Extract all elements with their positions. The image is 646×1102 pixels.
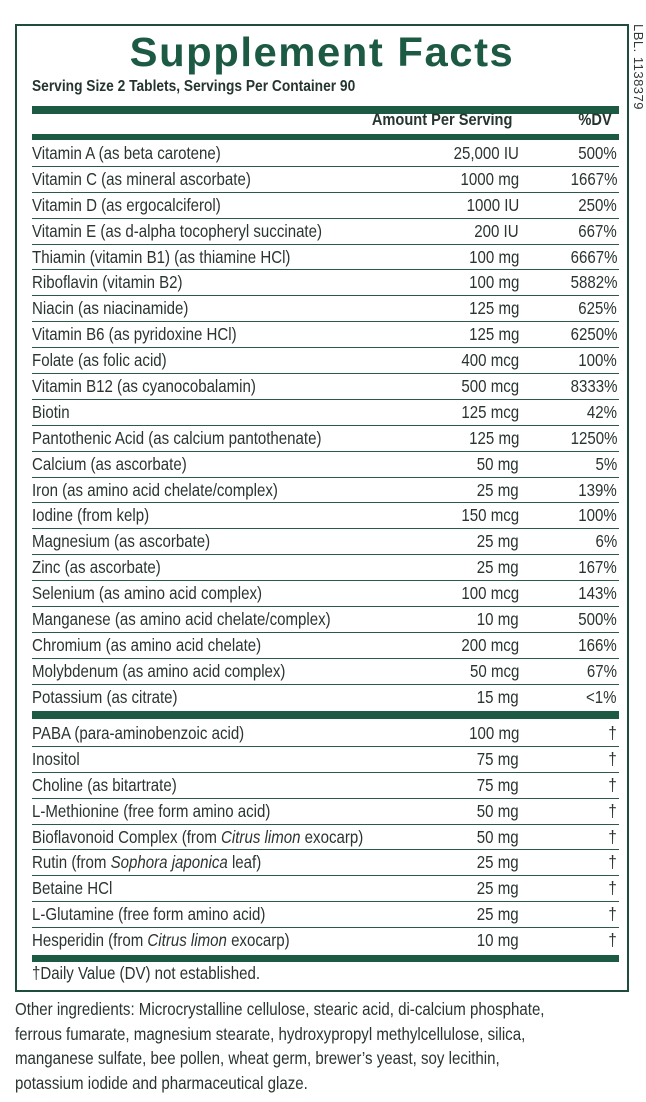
table-row bbox=[32, 348, 619, 374]
nutrient-dv: † bbox=[608, 826, 617, 847]
nutrient-dv: <1% bbox=[586, 686, 617, 707]
nutrient-name: Zinc (as ascorbate) bbox=[32, 557, 161, 578]
nutrient-dv: † bbox=[608, 904, 617, 925]
table-row bbox=[32, 400, 619, 426]
nutrient-name: L-Methionine (free form amino acid) bbox=[32, 800, 271, 821]
table-row bbox=[32, 478, 619, 504]
nutrient-amount: 10 mg bbox=[477, 609, 519, 630]
nutrient-name: Riboflavin (vitamin B2) bbox=[32, 272, 183, 293]
nutrient-name-part: exocarp) bbox=[300, 826, 364, 847]
botanical-name: Citrus limon bbox=[147, 930, 227, 951]
nutrient-amount: 25,000 IU bbox=[453, 143, 519, 163]
nutrient-name: Iron (as amino acid chelate/complex) bbox=[32, 479, 278, 500]
table-row bbox=[32, 426, 619, 452]
nutrient-name: Folate (as folic acid) bbox=[32, 350, 167, 371]
nutrient-name: Chromium (as amino acid chelate) bbox=[32, 634, 262, 655]
nutrient-name: Vitamin A (as beta carotene) bbox=[32, 143, 221, 163]
nutrient-name: Niacin (as niacinamide) bbox=[32, 298, 189, 319]
table-row bbox=[32, 633, 619, 659]
nutrient-name: Vitamin B12 (as cyanocobalamin) bbox=[32, 376, 256, 397]
table-row bbox=[32, 503, 619, 529]
thick-divider bbox=[32, 711, 619, 719]
amount-header: Amount Per Serving bbox=[371, 110, 512, 129]
table-row bbox=[32, 685, 619, 711]
other-nutrient-table bbox=[32, 721, 619, 954]
nutrient-table bbox=[32, 141, 619, 711]
table-row bbox=[32, 799, 619, 825]
nutrient-amount: 50 mcg bbox=[469, 660, 519, 681]
dv-footnote: †Daily Value (DV) not established. bbox=[32, 963, 261, 983]
nutrient-name: Vitamin B6 (as pyridoxine HCl) bbox=[32, 324, 237, 345]
nutrient-name bbox=[32, 930, 290, 951]
table-row bbox=[32, 167, 619, 193]
nutrient-name: Vitamin E (as d-alpha tocopheryl succinate) bbox=[32, 220, 323, 241]
nutrient-name bbox=[32, 852, 261, 873]
nutrient-name: Betaine HCl bbox=[32, 878, 113, 899]
table-row bbox=[32, 928, 619, 954]
nutrient-amount: 50 mg bbox=[477, 453, 519, 474]
nutrient-amount: 50 mg bbox=[477, 826, 519, 847]
panel-title: Supplement Facts bbox=[129, 29, 515, 75]
nutrient-name: Inositol bbox=[32, 748, 80, 769]
nutrient-amount: 25 mg bbox=[477, 852, 519, 873]
nutrient-dv: 5882% bbox=[570, 272, 617, 293]
nutrient-amount: 75 mg bbox=[477, 748, 519, 769]
nutrient-dv: 500% bbox=[578, 143, 617, 163]
nutrient-dv: 8333% bbox=[570, 376, 617, 397]
nutrient-amount: 200 IU bbox=[474, 220, 519, 241]
nutrient-name-part: leaf) bbox=[227, 852, 262, 873]
nutrient-name: Selenium (as amino acid complex) bbox=[32, 583, 263, 604]
nutrient-amount: 100 mg bbox=[468, 272, 519, 293]
nutrient-amount: 125 mg bbox=[468, 298, 519, 319]
nutrient-dv: 166% bbox=[578, 634, 617, 655]
table-row bbox=[32, 529, 619, 555]
nutrient-dv: 1667% bbox=[570, 168, 617, 189]
nutrient-dv: 667% bbox=[578, 220, 617, 241]
nutrient-dv: 250% bbox=[578, 194, 617, 215]
nutrient-amount: 25 mg bbox=[477, 479, 519, 500]
nutrient-amount: 50 mg bbox=[477, 800, 519, 821]
nutrient-amount: 25 mg bbox=[477, 904, 519, 925]
nutrient-name-part: Rutin (from bbox=[32, 852, 111, 873]
nutrient-name: Thiamin (vitamin B1) (as thiamine HCl) bbox=[32, 246, 291, 267]
nutrient-dv: 100% bbox=[578, 350, 617, 371]
nutrient-amount: 10 mg bbox=[477, 930, 519, 951]
nutrient-name: Potassium (as citrate) bbox=[32, 686, 178, 707]
nutrient-amount: 100 mg bbox=[468, 246, 519, 267]
botanical-name: Citrus limon bbox=[221, 826, 301, 847]
table-row bbox=[32, 773, 619, 799]
nutrient-amount: 25 mg bbox=[477, 557, 519, 578]
nutrient-amount: 100 mcg bbox=[461, 583, 519, 604]
table-row bbox=[32, 902, 619, 928]
nutrient-amount: 25 mg bbox=[477, 878, 519, 899]
table-row bbox=[32, 825, 619, 851]
nutrient-name bbox=[32, 827, 363, 848]
table-row bbox=[32, 270, 619, 296]
ingredients-line: potassium iodide and pharmaceutical glaze. bbox=[15, 1072, 308, 1093]
table-row bbox=[32, 245, 619, 271]
nutrient-dv: 139% bbox=[578, 479, 617, 500]
nutrient-name: L-Glutamine (free form amino acid) bbox=[32, 904, 266, 925]
nutrient-amount: 25 mg bbox=[477, 531, 519, 552]
table-row bbox=[32, 452, 619, 478]
nutrient-dv: 6667% bbox=[570, 246, 617, 267]
nutrient-dv: 143% bbox=[578, 583, 617, 604]
table-row bbox=[32, 850, 619, 876]
table-row bbox=[32, 219, 619, 245]
nutrient-name: Iodine (from kelp) bbox=[32, 505, 150, 526]
thick-divider bbox=[32, 955, 619, 962]
nutrient-dv: † bbox=[608, 930, 617, 951]
table-row bbox=[32, 322, 619, 348]
nutrient-amount: 1000 IU bbox=[466, 194, 519, 215]
label-code: LBL. 1138379 bbox=[631, 24, 646, 110]
nutrient-dv: 625% bbox=[578, 298, 617, 319]
nutrient-name-part: exocarp) bbox=[226, 930, 290, 951]
nutrient-amount: 125 mg bbox=[468, 427, 519, 448]
nutrient-amount: 200 mcg bbox=[461, 634, 519, 655]
nutrient-dv: 5% bbox=[595, 453, 617, 474]
nutrient-amount: 150 mcg bbox=[461, 505, 519, 526]
table-row bbox=[32, 721, 619, 747]
ingredients-line: manganese sulfate, bee pollen, wheat germ, brewer’s yeast, soy lecithin, bbox=[15, 1048, 500, 1068]
nutrient-amount: 125 mg bbox=[468, 324, 519, 345]
nutrient-dv: † bbox=[608, 800, 617, 821]
table-row bbox=[32, 141, 619, 167]
table-row bbox=[32, 193, 619, 219]
nutrient-amount: 15 mg bbox=[477, 686, 519, 707]
table-row bbox=[32, 876, 619, 902]
thick-divider bbox=[32, 106, 619, 114]
nutrient-name: Choline (as bitartrate) bbox=[32, 774, 177, 795]
botanical-name: Sophora japonica bbox=[110, 852, 228, 873]
table-row bbox=[32, 581, 619, 607]
nutrient-dv: 1250% bbox=[570, 427, 617, 448]
nutrient-dv: 500% bbox=[578, 609, 617, 630]
table-row bbox=[32, 659, 619, 685]
header-divider bbox=[32, 134, 619, 140]
nutrient-name: Vitamin C (as mineral ascorbate) bbox=[32, 168, 251, 189]
dv-header: %DV bbox=[578, 110, 612, 129]
table-row bbox=[32, 747, 619, 773]
nutrient-dv: † bbox=[608, 748, 617, 769]
nutrient-amount: 75 mg bbox=[477, 774, 519, 795]
nutrient-dv: 67% bbox=[586, 660, 617, 681]
nutrient-amount: 100 mg bbox=[468, 723, 519, 743]
ingredients-line: ferrous fumarate, magnesium stearate, hydroxypropyl methylcellulose, silica, bbox=[15, 1023, 526, 1044]
nutrient-name: Pantothenic Acid (as calcium pantothenate) bbox=[32, 427, 322, 448]
nutrient-name-part: Bioflavonoid Complex (from bbox=[32, 826, 222, 847]
nutrient-amount: 1000 mg bbox=[460, 168, 519, 189]
nutrient-name-part: Hesperidin (from bbox=[32, 930, 148, 951]
nutrient-dv: † bbox=[608, 878, 617, 899]
table-row bbox=[32, 374, 619, 400]
nutrient-name: Manganese (as amino acid chelate/complex) bbox=[32, 609, 331, 630]
other-ingredients bbox=[15, 997, 635, 1095]
table-row bbox=[32, 555, 619, 581]
nutrient-amount: 500 mcg bbox=[461, 376, 519, 397]
nutrient-dv: 100% bbox=[578, 505, 617, 526]
nutrient-name: Magnesium (as ascorbate) bbox=[32, 531, 211, 552]
nutrient-dv: 167% bbox=[578, 557, 617, 578]
nutrient-name: Vitamin D (as ergocalciferol) bbox=[32, 194, 221, 215]
nutrient-amount: 125 mcg bbox=[461, 401, 519, 422]
nutrient-name: Biotin bbox=[32, 401, 70, 422]
nutrient-dv: 42% bbox=[586, 401, 617, 422]
nutrient-name: Calcium (as ascorbate) bbox=[32, 453, 187, 474]
nutrient-name: PABA (para-aminobenzoic acid) bbox=[32, 723, 245, 743]
supplement-facts-panel bbox=[15, 24, 629, 992]
nutrient-dv: † bbox=[608, 723, 617, 743]
nutrient-dv: † bbox=[608, 852, 617, 873]
serving-info: Serving Size 2 Tablets, Servings Per Container 90 bbox=[32, 78, 356, 95]
table-row bbox=[32, 607, 619, 633]
nutrient-dv: 6250% bbox=[570, 324, 617, 345]
nutrient-amount: 400 mcg bbox=[461, 350, 519, 371]
nutrient-dv: 6% bbox=[595, 531, 617, 552]
ingredients-line: Other ingredients: Microcrystalline cellulose, stearic acid, di-calcium phosphate, bbox=[15, 999, 545, 1019]
nutrient-dv: † bbox=[608, 774, 617, 795]
table-row bbox=[32, 296, 619, 322]
nutrient-name: Molybdenum (as amino acid complex) bbox=[32, 660, 286, 681]
